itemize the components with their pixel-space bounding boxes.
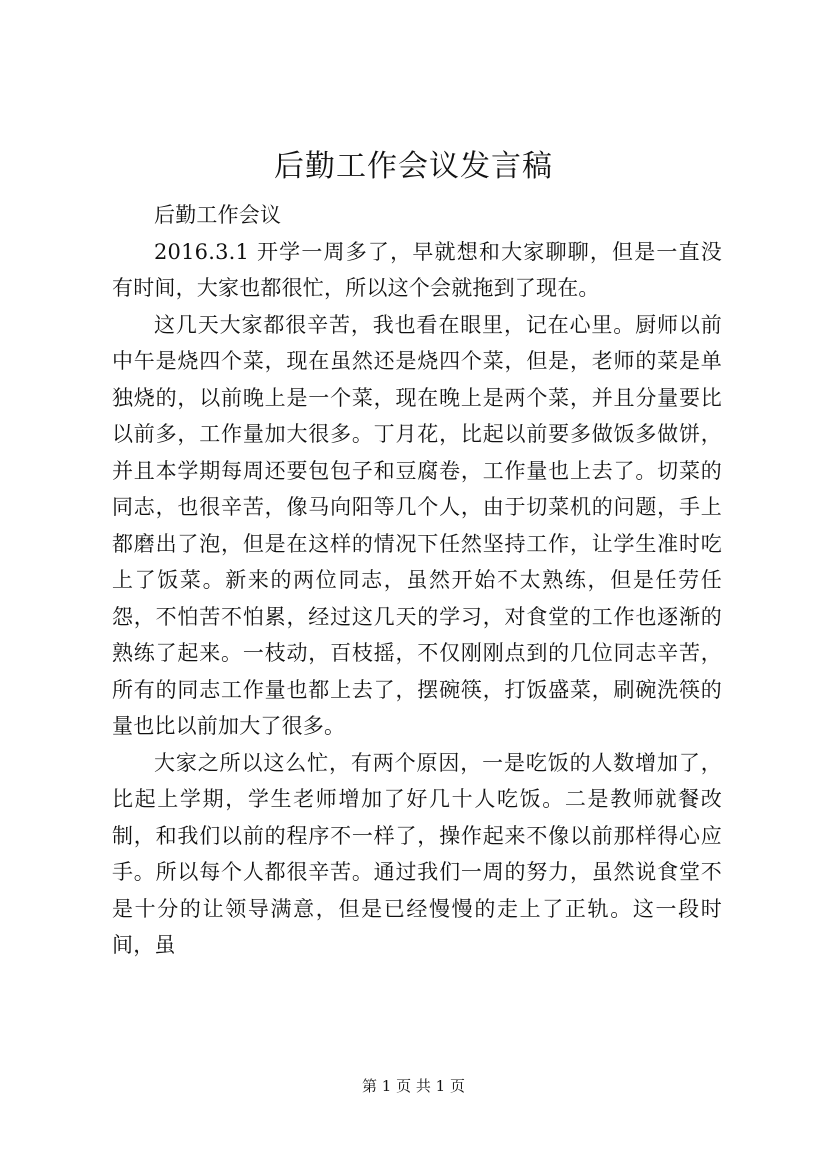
- paragraph-intro: 2016.3.1 开学一周多了，早就想和大家聊聊，但是一直没有时间，大家也都很忙，所以这个会就拖到了现在。: [112, 239, 722, 300]
- paragraph-staff-work: 这几天大家都很辛苦，我也看在眼里，记在心里。厨师以前中午是烧四个菜，现在虽然还是烧四个菜，但是，老师的菜是单独烧的，以前晚上是一个菜，现在晚上是两个菜，并且分量要比以前多，工作量加大很多。丁月花，比起以前要多做饭多做饼，并且本学期每周还要包包子和豆腐卷，工作量也上去了。切菜的同志，也很辛苦，像马向阳等几个人，由于切菜机的问题，手上都磨出了泡，但是在这样的情况下任然坚持工作，让学生准时吃上了饭菜。新来的两位同志，虽然开始不太熟练，但是任劳任怨，不怕苦不怕累，经过这几天的学习，对食堂的工作也逐渐的熟练了起来。一枝动，百枝摇，不仅刚刚点到的几位同志辛苦，所有的同志工作量也都上去了，摆碗筷，打饭盛菜，刷碗洗筷的量也比以前加大了很多。: [112, 312, 722, 738]
- document-title: 后勤工作会议发言稿: [274, 149, 553, 184]
- paragraph-heading: 后勤工作会议: [154, 203, 282, 227]
- paragraph-reasons: 大家之所以这么忙，有两个原因，一是吃饭的人数增加了，比起上学期，学生老师增加了好几十人吃饭。二是教师就餐改制，和我们以前的程序不一样了，操作起来不像以前那样得心应手。所以每个人都很辛苦。通过我们一周的努力，虽然说食堂不是十分的让领导满意，但是已经慢慢的走上了正轨。这一段时间，虽: [112, 750, 722, 957]
- page-footer: 第 1 页 共 1 页: [362, 1077, 465, 1095]
- document-body: [112, 197, 722, 964]
